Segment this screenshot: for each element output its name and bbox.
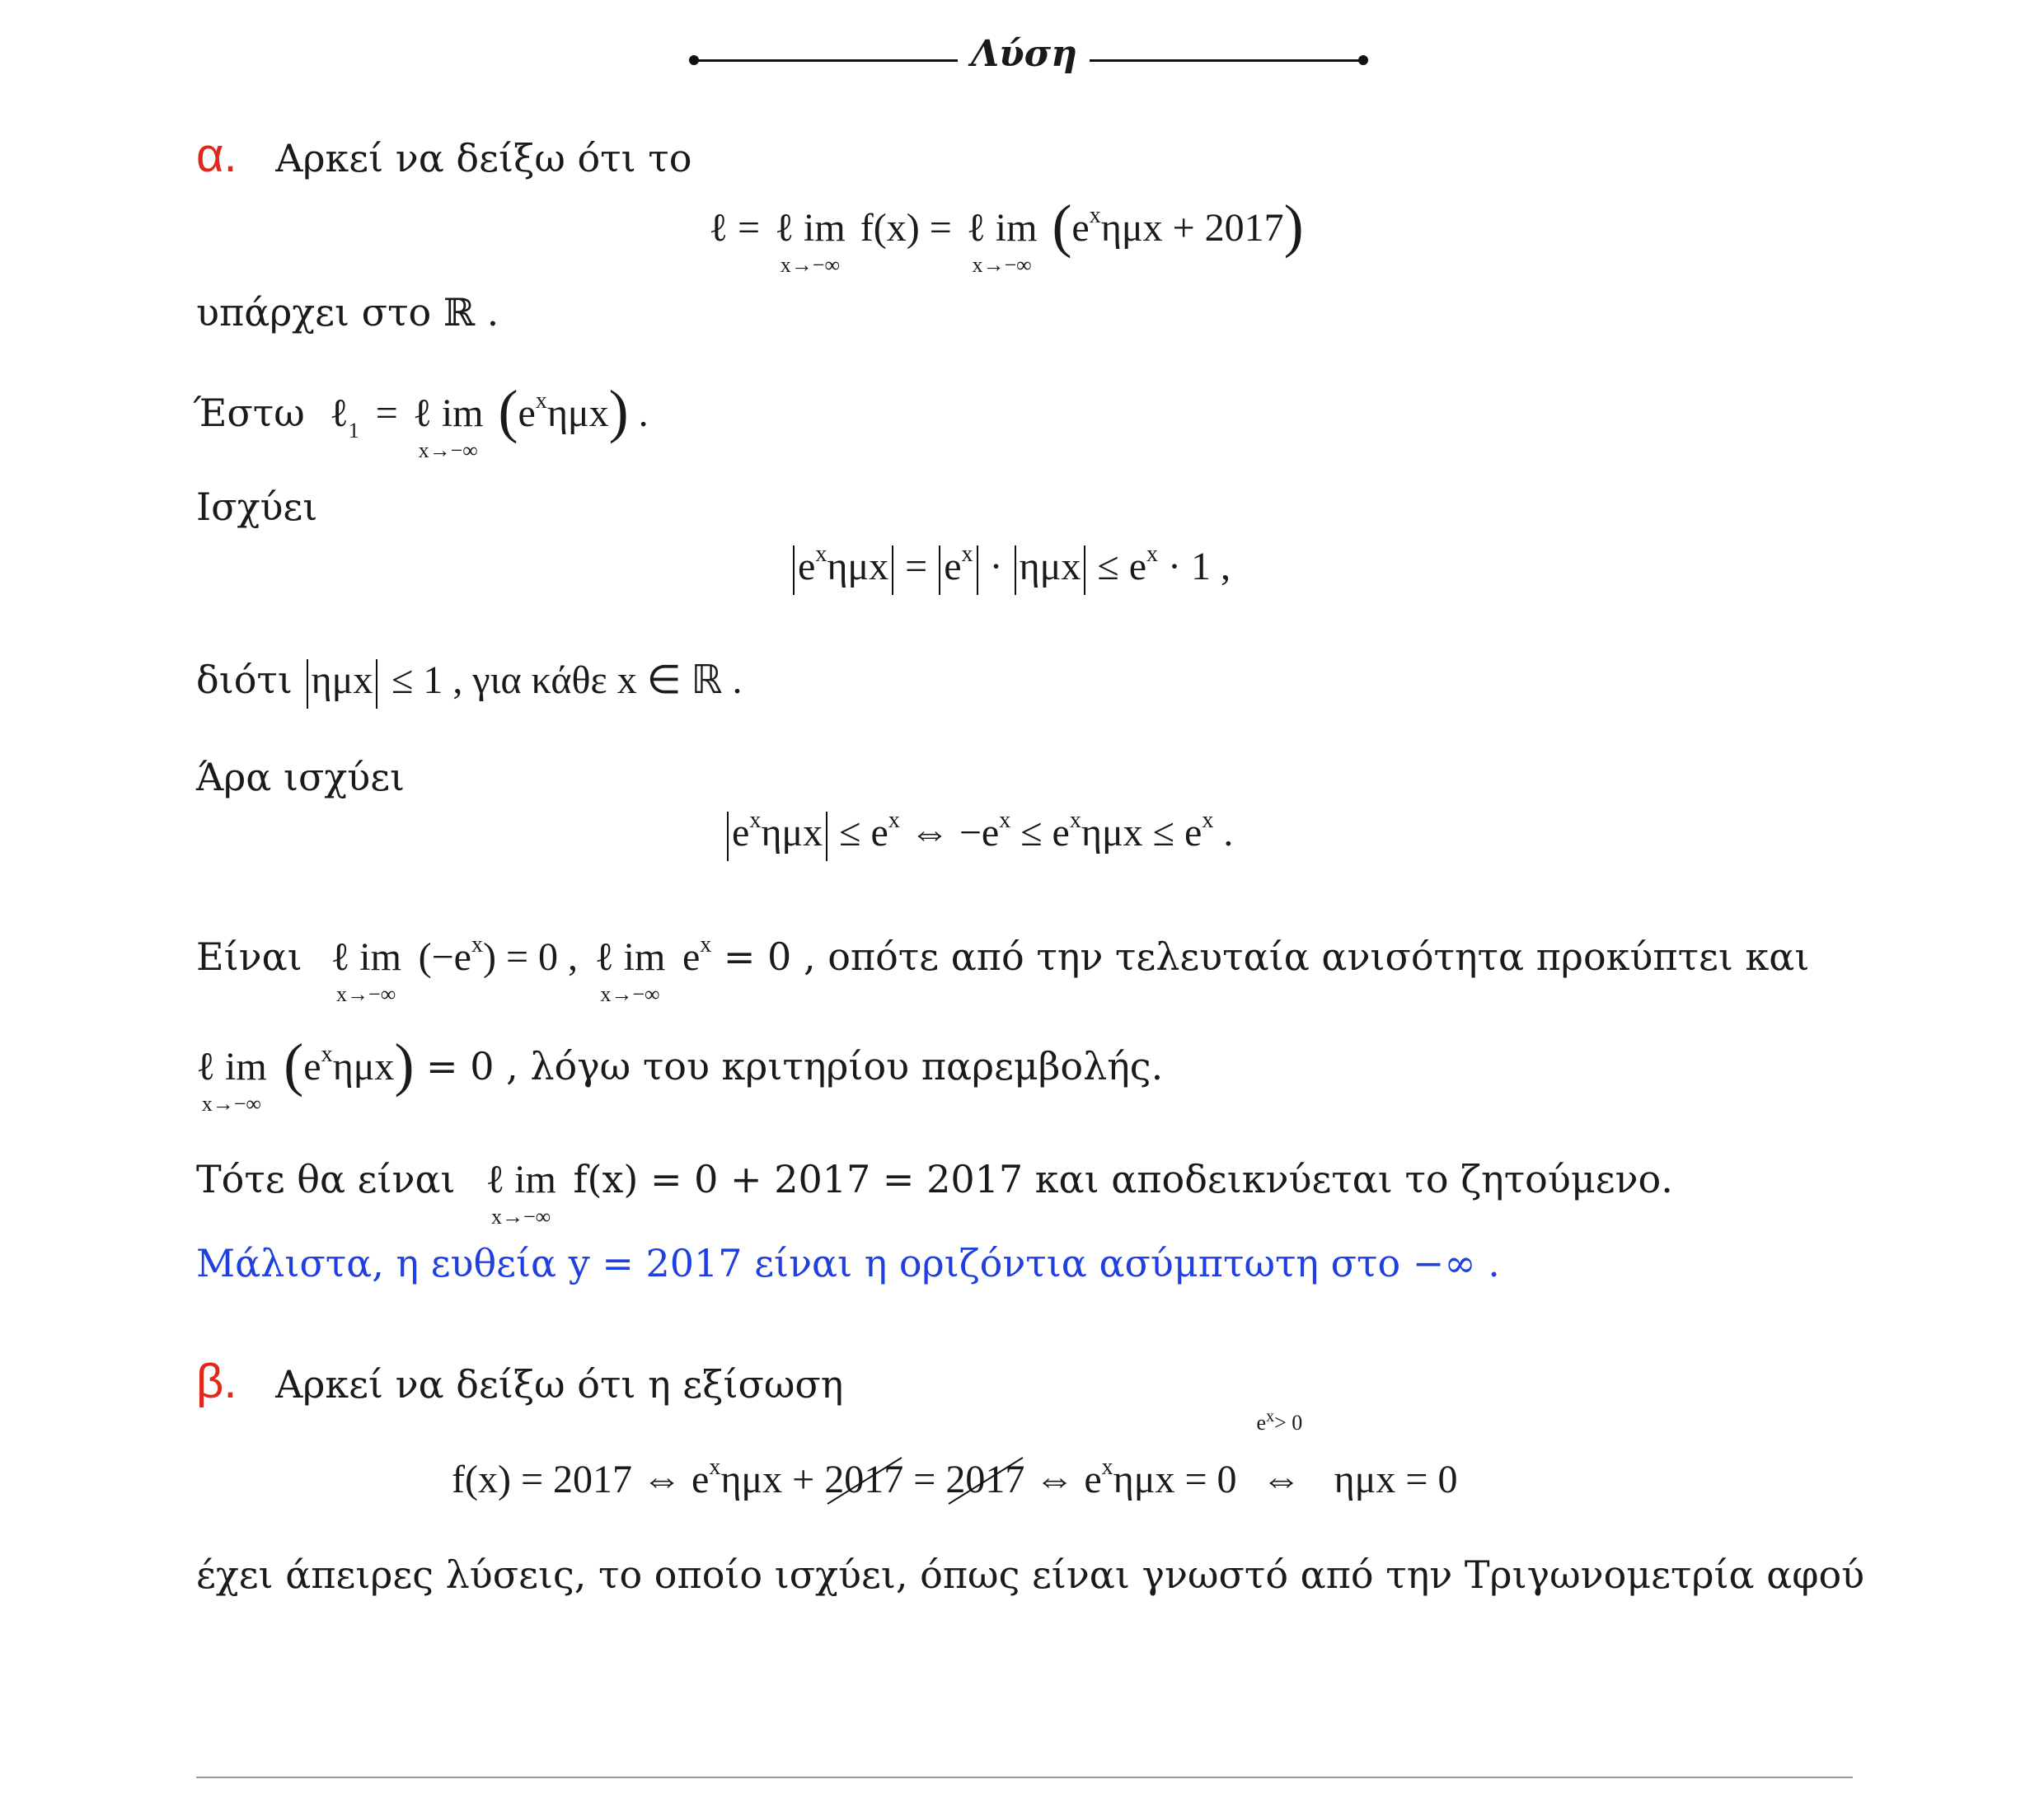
- part-a-inequality-2: $e^x\eta\mu x \le e^x$ ⇔ $-e^x \le e^x\eta\mu x \le e^x$ .: [725, 812, 1233, 861]
- part-a-intro-line: [196, 129, 692, 182]
- part-b-intro: Αρκεί να δείξω ότι η εξίσωση: [275, 1362, 844, 1407]
- part-a-therefore: Άρα ισχύει: [196, 755, 406, 799]
- eq1-limit-2: ℓ im x→−∞: [966, 206, 1038, 277]
- since-limit-1: ℓ im x→−∞: [331, 935, 401, 1006]
- part-a-inequality-1: $e^x\eta\mu x = e^x \cdot \eta\mu x \le e^x \cdot 1$ ,: [791, 545, 1231, 595]
- eq1-f: f(x) =: [860, 206, 952, 250]
- eq1-limit: ℓ im x→−∞: [775, 206, 846, 277]
- part-a-holds: Ισχύει: [196, 485, 318, 529]
- let-limit: ℓ im x→−∞: [412, 391, 484, 462]
- part-b-tail: έχει άπειρες λύσεις, το οποίο ισχύει, όπως είναι γνωστό από την Τριγωνομετρία αφού: [196, 1552, 1865, 1597]
- part-a-limit-equation: ℓ = ℓ im x→−∞ f(x) = ℓ im x→−∞ $(e^x\eta\mu x + 2017)$: [709, 193, 1304, 277]
- part-a-conclusion: Τότε θα είναι ℓ im x→−∞ f(x) = 0 + 2017 = 2017 και αποδεικνύεται το ζητούμενο.: [196, 1157, 1673, 1229]
- part-a-label: α.: [196, 129, 237, 182]
- part-a-squeeze: ℓ im x→−∞ $(e^x\eta\mu x) = 0$ , λόγω του κριτηρίου παρεμβολής.: [196, 1032, 1164, 1116]
- part-a-exists: υπάρχει στο ℝ .: [196, 290, 499, 335]
- part-a-let-line: Έστω ℓ$_1$ = ℓ im x→−∞ $(e^x\eta\mu x)$ .: [193, 378, 649, 462]
- part-a-note: Μάλιστα, η ευθεία y = 2017 είναι η οριζόντια ασύμπτωτη στο −∞ .: [196, 1241, 1500, 1285]
- eq1-lhs: ℓ =: [709, 206, 761, 250]
- part-a-because: διότι ημx ≤ 1 , για κάθε x ∈ ℝ .: [196, 659, 743, 709]
- header-right-rule: [1090, 59, 1362, 62]
- header-right-dot: [1358, 55, 1368, 65]
- since-limit-2: ℓ im x→−∞: [594, 935, 666, 1006]
- part-b-intro-line: [196, 1355, 844, 1408]
- bottom-rule: [196, 1777, 1853, 1778]
- header-title: Λύση: [971, 33, 1078, 75]
- squeeze-limit: ℓ im x→−∞: [196, 1045, 267, 1116]
- header-left-rule: [697, 59, 958, 62]
- part-a-since: Είναι ℓ im x→−∞ $(-e^x) = 0$ , ℓ im x→−∞ $e^x = 0$ , οπότε από την τελευταία ανισότητα προκύπτει και: [196, 932, 1810, 1006]
- part-b-equation: f(x) = 2017 ⇔ $e^x\eta\mu x + 2017 = 2017$ ⇔ $e^x\eta\mu x = 0$ $e^x> 0$ ⇔ ημx = 0: [452, 1407, 1458, 1501]
- conclusion-limit: ℓ im x→−∞: [485, 1158, 556, 1229]
- part-a-intro: Αρκεί να δείξω ότι το: [275, 136, 692, 180]
- part-b-label: β.: [196, 1355, 237, 1408]
